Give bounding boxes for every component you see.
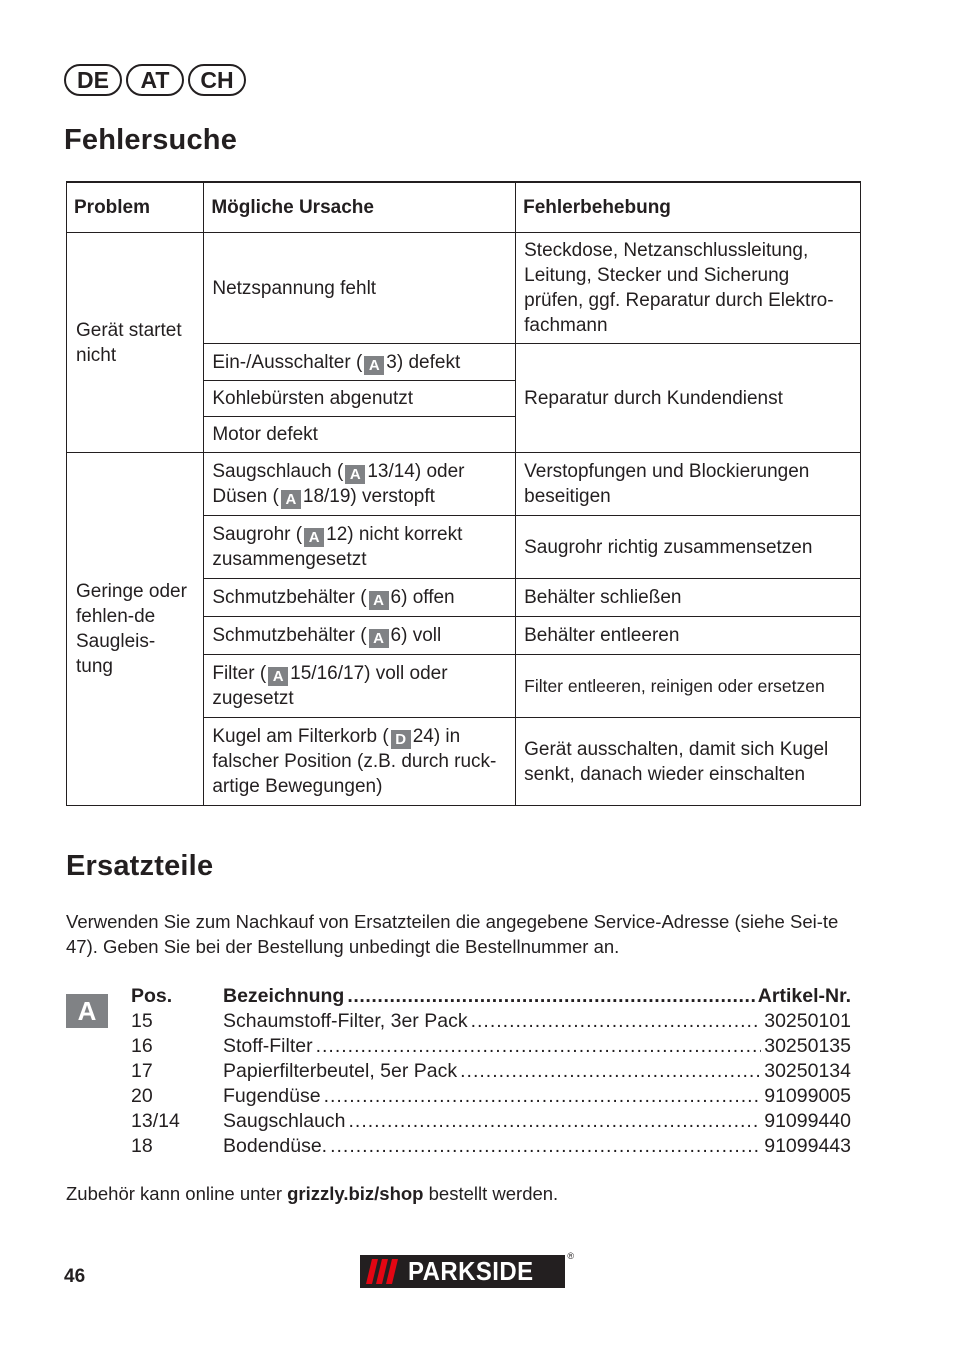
cause-cell <box>204 718 516 806</box>
list-item <box>131 1134 851 1159</box>
logo-stripes-icon <box>366 1259 400 1284</box>
parts-header-row <box>131 984 851 1009</box>
cause-text: Saugrohr ( <box>212 524 303 545</box>
cause-cell <box>204 655 516 718</box>
cause-text: 15/16/17) voll oder zugesetzt <box>212 663 448 709</box>
part-pos: 17 <box>131 1060 153 1082</box>
cause-text: 18/19) verstopft <box>302 486 435 507</box>
header-fix: Fehlerbehebung <box>516 182 861 233</box>
cause-text: 6) voll <box>390 625 442 646</box>
dot-leader <box>349 1109 762 1134</box>
cause-cell <box>204 617 516 655</box>
header-cause: Mögliche Ursache <box>204 182 516 233</box>
header-name: Bezeichnung <box>223 985 345 1007</box>
list-item <box>131 1059 851 1084</box>
part-nr: 30250135 <box>764 1035 851 1057</box>
figure-ref-tag: A <box>281 490 301 509</box>
part-pos: 13/14 <box>131 1110 180 1132</box>
cause-text: Saugschlauch ( <box>212 461 344 482</box>
header-problem: Problem <box>67 182 204 233</box>
cause-text: 13/14) oder Düsen ( <box>212 461 465 507</box>
figure-ref-tag: A <box>304 528 324 547</box>
fix-cell: Steckdose, Netzanschlussleitung, Leitung, Stecker und Sicherung prüfen, ggf. Reparatur durch Elektro-fachmann <box>516 233 861 344</box>
cause-text: Ein-/Ausschalter ( <box>212 351 363 373</box>
note-text: Zubehör kann online unter <box>66 1183 288 1204</box>
part-name: Schaumstoff-Filter, 3er Pack <box>223 1010 468 1032</box>
dot-leader <box>347 984 754 1009</box>
language-de: DE <box>64 64 122 96</box>
part-nr: 91099443 <box>764 1135 851 1157</box>
cause-text: Kugel am Filterkorb ( <box>212 726 389 747</box>
part-name: Stoff-Filter <box>223 1035 313 1057</box>
cause-text: 6) offen <box>390 587 455 608</box>
shop-link[interactable]: grizzly.biz/shop <box>287 1183 424 1204</box>
cause-cell <box>204 344 516 381</box>
language-badges <box>64 64 246 96</box>
figure-ref-tag: A <box>268 667 288 686</box>
part-pos: 16 <box>131 1035 153 1057</box>
section-title-troubleshooting: Fehlersuche <box>64 124 238 156</box>
part-nr: 30250101 <box>764 1010 851 1032</box>
part-name: Fugendüse <box>223 1085 321 1107</box>
list-item <box>131 1084 851 1109</box>
cause-text: 24) in falscher Position (z.B. durch ruck-artige Bewegungen) <box>212 726 497 797</box>
figure-ref-tag: A <box>364 356 384 375</box>
cause-text: Schmutzbehälter ( <box>212 587 367 608</box>
cause-cell: Kohlebürsten abgenutzt <box>204 381 516 417</box>
spare-parts-list <box>131 984 851 1159</box>
header-nr: Artikel-Nr. <box>757 985 851 1007</box>
figure-ref-tag: A <box>345 465 365 484</box>
table-row <box>67 453 861 516</box>
cause-cell: Motor defekt <box>204 417 516 453</box>
header-pos: Pos. <box>131 985 173 1007</box>
figure-ref-tag: D <box>391 730 411 749</box>
accessory-note <box>66 1183 558 1205</box>
language-at: AT <box>126 64 184 96</box>
fix-cell: Saugrohr richtig zusammensetzen <box>516 516 861 579</box>
note-text: bestellt werden. <box>423 1183 559 1204</box>
dot-leader <box>324 1084 762 1109</box>
list-item <box>131 1109 851 1134</box>
fix-cell: Verstopfungen und Blockierungen beseitigen <box>516 453 861 516</box>
list-item <box>131 1009 851 1034</box>
part-name: Saugschlauch <box>223 1110 346 1132</box>
part-pos: 18 <box>131 1135 153 1157</box>
problem-cell: Geringe oder fehlen-de Saugleis-tung <box>67 453 204 806</box>
part-nr: 30250134 <box>764 1060 851 1082</box>
table-row <box>67 233 861 344</box>
fix-cell: Behälter schließen <box>516 579 861 617</box>
part-name: Bodendüse. <box>223 1135 328 1157</box>
cause-cell <box>204 516 516 579</box>
part-pos: 20 <box>131 1085 153 1107</box>
cause-text: 3) defekt <box>386 351 461 373</box>
fix-cell: Gerät ausschalten, damit sich Kugel senkt, danach wieder einschalten <box>516 718 861 806</box>
section-title-spare-parts: Ersatzteile <box>66 850 214 882</box>
part-nr: 91099005 <box>764 1085 851 1107</box>
dot-leader <box>316 1034 762 1059</box>
part-nr: 91099440 <box>764 1110 851 1132</box>
troubleshooting-table <box>66 181 861 806</box>
part-name: Papierfilterbeutel, 5er Pack <box>223 1060 458 1082</box>
cause-cell: Netzspannung fehlt <box>204 233 516 344</box>
cause-cell <box>204 453 516 516</box>
part-pos: 15 <box>131 1010 153 1032</box>
page-number: 46 <box>64 1266 86 1287</box>
logo-wordmark: PARKSIDE <box>408 1256 534 1286</box>
cause-text: Schmutzbehälter ( <box>212 625 367 646</box>
dot-leader <box>471 1009 762 1034</box>
spare-parts-intro: Verwenden Sie zum Nachkauf von Ersatzteilen die angegebene Service-Adresse (siehe Sei-te 47). Geben Sie bei der Bestellung unbedingt die Bestellnummer an. <box>66 911 839 957</box>
figure-ref-badge: A <box>66 994 108 1028</box>
list-item <box>131 1034 851 1059</box>
table-header-row <box>67 182 861 233</box>
figure-ref-tag: A <box>369 591 389 610</box>
language-ch: CH <box>188 64 246 96</box>
dot-leader <box>330 1134 761 1159</box>
fix-cell: Filter entleeren, reinigen oder ersetzen <box>516 655 861 718</box>
problem-cell: Gerät startet nicht <box>67 233 204 453</box>
figure-ref-tag: A <box>369 629 389 648</box>
parkside-logo <box>360 1251 574 1288</box>
cause-cell <box>204 579 516 617</box>
cause-text: 12) nicht korrekt zusammengesetzt <box>212 524 463 570</box>
fix-cell: Reparatur durch Kundendienst <box>516 344 861 453</box>
dot-leader <box>460 1059 761 1084</box>
cause-text: Filter ( <box>212 663 267 684</box>
registered-mark: ® <box>567 1251 574 1261</box>
fix-cell: Behälter entleeren <box>516 617 861 655</box>
